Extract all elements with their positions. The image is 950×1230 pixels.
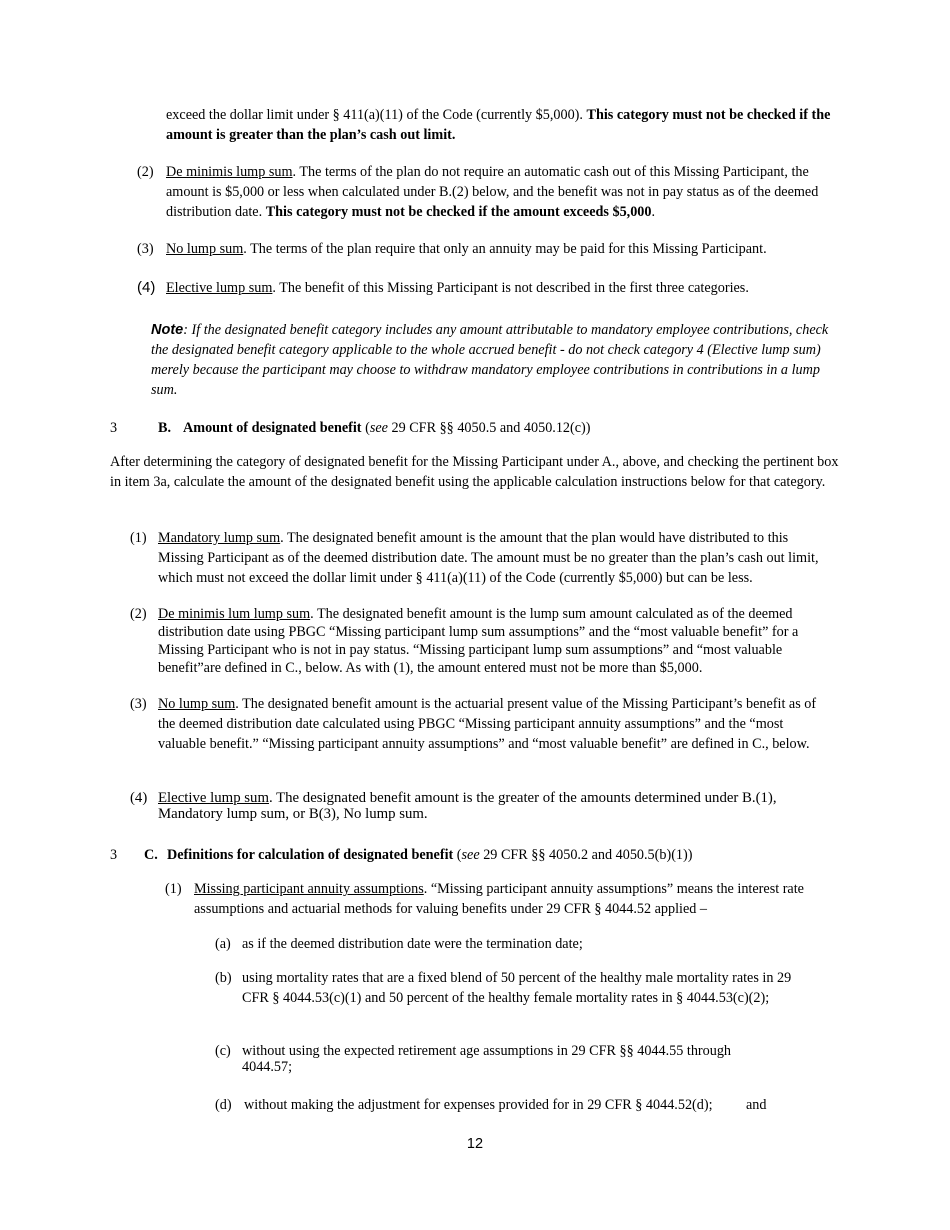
b-item-3-title: No lump sum xyxy=(158,696,236,712)
c-subitem-d-tail: and xyxy=(746,1097,767,1113)
b-item-1-title: Mandatory lump sum xyxy=(158,530,281,546)
c-subitem-a xyxy=(215,934,802,954)
c-subitem-c-text: without using the expected retirement age assumptions in 29 CFR §§ 4044.55 through 4044.57; xyxy=(242,1043,732,1075)
b-item-2-number: (2) xyxy=(130,606,147,622)
c-item-1-text: . “Missing participant annuity assumptions” means the interest rate assumptions and actuarial methods for valuing benefits under 29 CFR § 4044.52 applied – xyxy=(194,881,804,917)
note-text: : If the designated benefit category includes any amount attributable to mandatory employee contributions, check the designated benefit category applicable to the whole accrued benefit - do not check category 4 (Elective lump sum) merely because the participant may choose to withdraw mandatory employee contributions in contributions in a lump sum. xyxy=(151,322,829,398)
b-item-1-number: (1) xyxy=(130,530,147,546)
c-subitem-c-number: (c) xyxy=(215,1043,231,1059)
note-label: Note xyxy=(151,322,184,338)
continuation-paragraph xyxy=(166,105,846,145)
page-number: 12 xyxy=(466,1136,484,1152)
b-item-1 xyxy=(130,528,830,588)
b-item-4-number: (4) xyxy=(130,790,148,806)
c-subitem-b xyxy=(215,968,802,1008)
c-subitem-d-text: without making the adjustment for expenses provided for in 29 CFR § 4044.52(d); xyxy=(244,1097,713,1113)
section-c-heading xyxy=(110,845,850,865)
b-item-3-number: (3) xyxy=(130,696,147,712)
b-item-4 xyxy=(130,790,830,822)
c-item-1-number: (1) xyxy=(165,881,182,897)
b-item-2 xyxy=(130,605,830,677)
section-b-title: Amount of designated benefit xyxy=(183,420,362,436)
note-paragraph xyxy=(151,320,847,400)
c-subitem-b-text: using mortality rates that are a fixed blend of 50 percent of the healthy male mortality rates in 29 CFR § 4044.53(c)(1) and 50 percent of the healthy female mortality rates in § 4044.53(c)(2); xyxy=(242,970,792,1006)
section-c-letter: C. xyxy=(144,847,158,863)
b-item-2-title: De minimis lum lump sum xyxy=(158,606,311,622)
a-item-2-number: (2) xyxy=(137,164,154,180)
section-c-ref-rest: 29 CFR §§ 4050.2 and 4050.5(b)(1)) xyxy=(479,847,693,863)
a-item-4-number: (4) xyxy=(137,279,156,296)
a-item-4-title: Elective lump sum xyxy=(166,280,273,296)
section-b-letter: B. xyxy=(158,420,172,436)
c-item-1-title: Missing participant annuity assumptions xyxy=(194,881,424,897)
b-item-1-text: . The designated benefit amount is the amount that the plan would have distributed to this Missing Participant as of the deemed distribution date. The amount must be no greater than the plan’s cash out limit, which must not exceed the dollar limit under § 411(a)(11) of the Code (currently $5,000) but can be less. xyxy=(158,530,819,586)
section-b-item-number: 3 xyxy=(110,420,118,436)
c-subitem-a-number: (a) xyxy=(215,936,231,952)
continuation-text: exceed the dollar limit under § 411(a)(11) of the Code (currently $5,000). xyxy=(166,107,587,123)
section-b-intro-text: After determining the category of designated benefit for the Missing Participant under A., above, and checking the pertinent box in item 3a, calculate the amount of the designated benefit using the applicable calculation instructions below for that category. xyxy=(110,454,839,490)
a-item-3 xyxy=(137,239,846,259)
section-c-title: Definitions for calculation of designated benefit xyxy=(167,847,454,863)
section-c-ref-open: ( xyxy=(453,847,462,863)
c-subitem-c xyxy=(215,1043,762,1075)
c-item-1 xyxy=(165,879,834,919)
section-b-heading xyxy=(110,418,850,438)
a-item-2-bold: This category must not be checked if the amount exceeds $5,000 xyxy=(265,204,652,220)
a-item-4 xyxy=(137,278,846,298)
b-item-4-text: . The designated benefit amount is the greater of the amounts determined under B.(1), Mandatory lump sum, or B(3), No lump sum. xyxy=(158,790,777,822)
b-item-3-text: . The designated benefit amount is the actuarial present value of the Missing Participant’s benefit as of the deemed distribution date calculated using PBGC “Missing participant annuity assumptions” and the “most valuable benefit.” “Missing participant annuity assumptions” and “most valuable benefit” are defined in C., below. xyxy=(158,696,817,752)
a-item-2-text: . The terms of the plan do not require an automatic cash out of this Missing Participant, the amount is $5,000 or less when calculated under B.(2) below, and the benefit was not in pay status as of the deemed distribution date. xyxy=(166,164,819,220)
c-subitem-b-number: (b) xyxy=(215,970,232,986)
a-item-3-title: No lump sum xyxy=(166,241,244,257)
a-item-2-tail: . xyxy=(651,204,656,220)
section-c-ref-see: see xyxy=(461,847,480,863)
continuation-bold: This category must not be checked if the amount is greater than the plan’s cash out limit. xyxy=(166,107,831,143)
section-b-ref-rest: 29 CFR §§ 4050.5 and 4050.12(c)) xyxy=(387,420,591,436)
section-b-ref-open: ( xyxy=(361,420,370,436)
section-b-ref-see: see xyxy=(369,420,388,436)
b-item-2-text: . The designated benefit amount is the lump sum amount calculated as of the deemed distribution date using PBGC “Missing participant lump sum assumptions” and the “most valuable benefit” for a Missing Participant who is not in pay status. “Missing participant lump sum assumptions” and “most valuable benefit”are defined in C., below. As with (1), the amount entered must not be more than $5,000. xyxy=(158,606,799,676)
a-item-4-text: . The benefit of this Missing Participant is not described in the first three categories. xyxy=(272,280,749,296)
a-item-2 xyxy=(137,162,846,222)
c-subitem-a-text: as if the deemed distribution date were the termination date; xyxy=(242,936,583,952)
a-item-2-title: De minimis lump sum xyxy=(166,164,293,180)
a-item-3-number: (3) xyxy=(137,241,154,257)
c-subitem-d-number: (d) xyxy=(215,1097,232,1113)
a-item-3-text: . The terms of the plan require that only an annuity may be paid for this Missing Participant. xyxy=(243,241,767,257)
b-item-3 xyxy=(130,694,830,754)
c-subitem-d xyxy=(215,1095,804,1115)
section-b-intro xyxy=(110,452,848,492)
section-c-item-number: 3 xyxy=(110,847,118,863)
b-item-4-title: Elective lump sum xyxy=(158,790,269,806)
